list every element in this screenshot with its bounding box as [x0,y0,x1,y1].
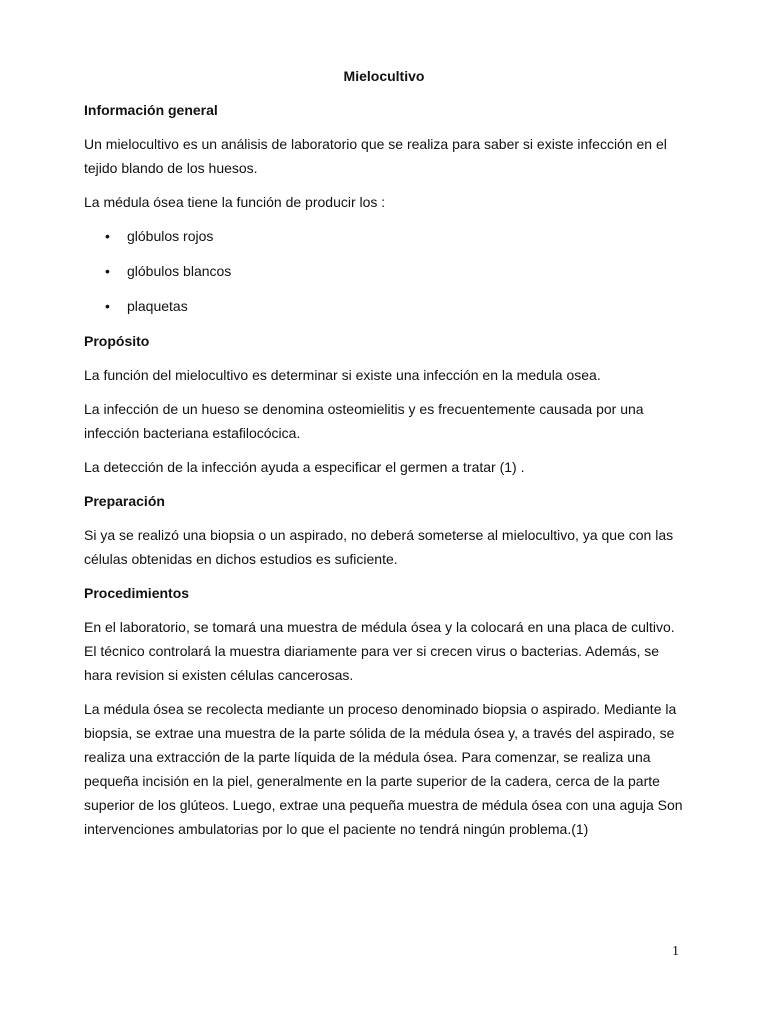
paragraph-proposito-2: La infección de un hueso se denomina osteomielitis y es frecuentemente causada por una infección bacteriana estafilocócica. [84,401,644,441]
bullet-icon: • [105,298,110,314]
paragraph-procedimientos-2: La médula ósea se recolecta mediante un proceso denominado biopsia o aspirado. Mediante la biopsia, se extrae una muestra de la parte sólida de la médula ósea y, a través del aspirado, se realiza una extracción de la parte líquida de la médula ósea. Para comenzar, se realiza una pequeña incisión en la piel, generalmente en la parte superior de la cadera, cerca de la parte superior de los glúteos. Luego, extrae una pequeña muestra de médula ósea con una aguja Son intervenciones ambulatorias por lo que el paciente no tendrá ningún problema.(1) [84,701,683,837]
bullet-icon: • [105,263,110,279]
paragraph-procedimientos-1: En el laboratorio, se tomará una muestra de médula ósea y la colocará en una placa de cultivo. El técnico controlará la muestra diariamente para ver si crecen virus o bacterias. Además, se hara revision si existen células cancerosas. [84,619,675,683]
section-heading-informacion-general: Información general [84,102,218,118]
paragraph-info-2: La médula ósea tiene la función de producir los : [84,194,386,210]
list-item [84,224,684,248]
paragraph-proposito-3: La detección de la infección ayuda a especificar el germen a tratar (1) . [84,459,525,475]
paragraph-proposito-1: La función del mielocultivo es determinar si existe una infección en la medula osea. [84,367,601,383]
page-number: 1 [672,944,679,959]
bullet-icon: • [105,228,110,244]
list-item-text: glóbulos rojos [127,228,214,244]
paragraph-preparacion-1: Si ya se realizó una biopsia o un aspirado, no deberá someterse al mielocultivo, ya que con las células obtenidas en dichos estudios es suficiente. [84,527,674,567]
list-item [84,294,684,318]
blood-cells-list [84,224,684,318]
section-heading-procedimientos: Procedimientos [84,585,190,601]
document-title: Mielocultivo [343,68,425,84]
list-item [84,259,684,283]
list-item-text: plaquetas [127,298,188,314]
list-item-text: glóbulos blancos [127,263,232,279]
section-heading-proposito: Propósito [84,333,150,349]
section-heading-preparacion: Preparación [84,493,165,509]
paragraph-info-1: Un mielocultivo es un análisis de laboratorio que se realiza para saber si existe infección en el tejido blando de los huesos. [84,136,667,176]
document-body [84,98,684,851]
